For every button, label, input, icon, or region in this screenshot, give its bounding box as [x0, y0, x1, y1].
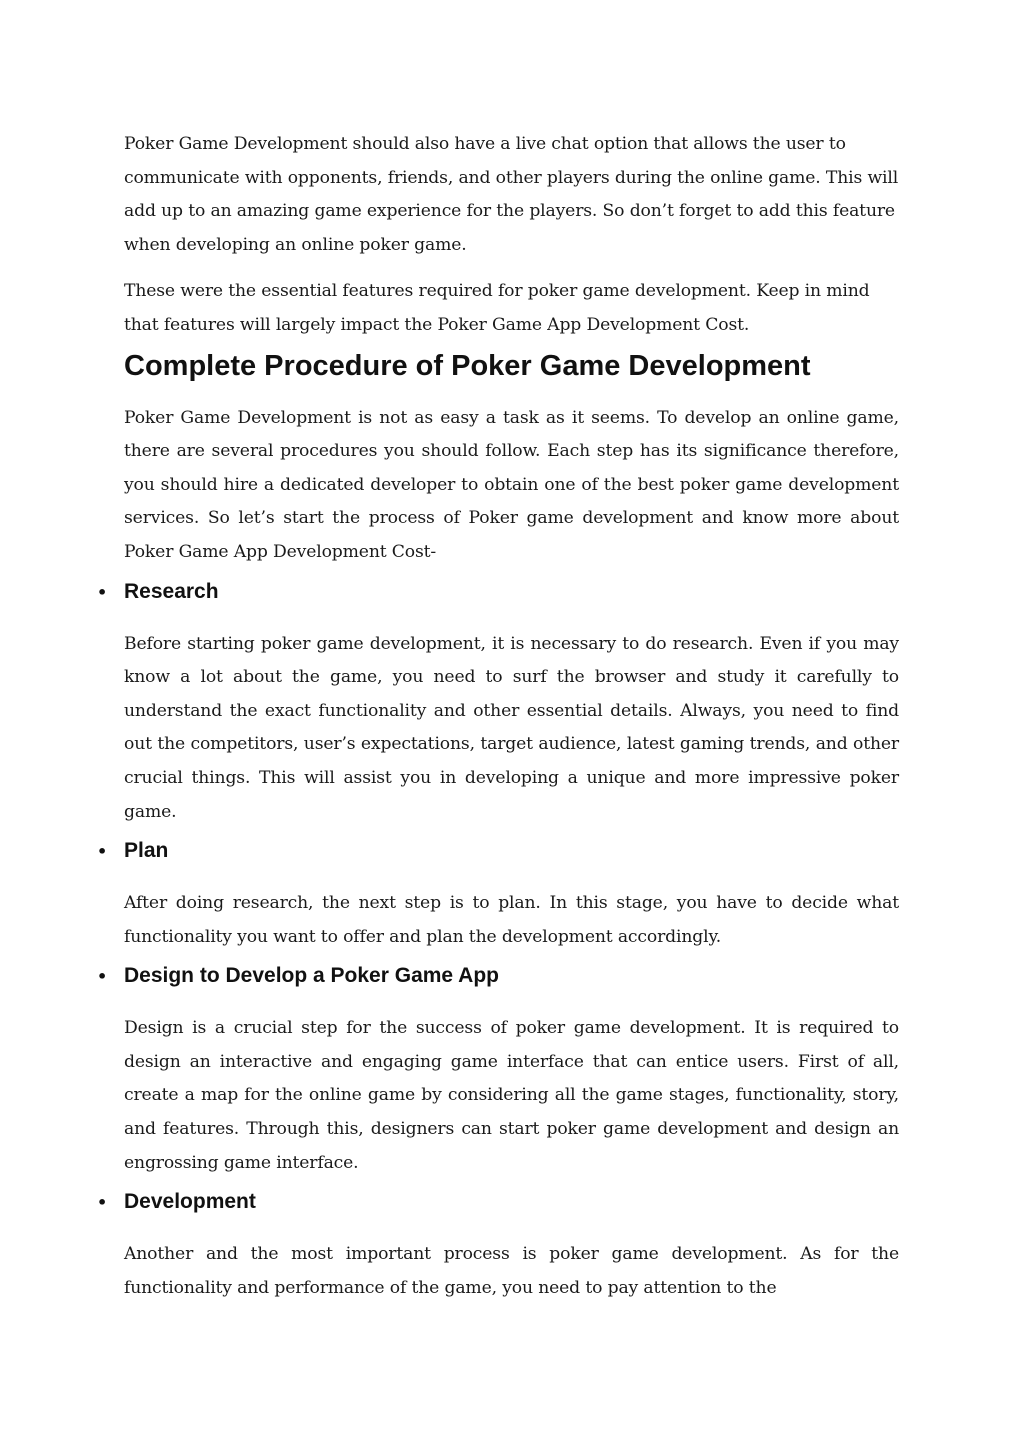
bullet-icon: •: [97, 582, 108, 602]
bullet-heading-label: Design to Develop a Poker Game App: [124, 964, 499, 988]
bullet-heading-design: [97, 962, 899, 990]
bullet-heading-label: Development: [124, 1190, 256, 1214]
bullet-heading-plan: [97, 837, 899, 865]
paragraph-design: Design is a crucial step for the success of poker game development. It is required to design an interactive and engaging game interface that can entice users. First of all, create a map for the online game by considering all the game stages, functionality, story, and features. Through this, designers can start poker game development and design an engrossing game interface.: [124, 1018, 899, 1173]
paragraph-development: Another and the most important process is poker game development. As for the functionality and performance of the game, you need to pay attention to the: [124, 1244, 899, 1298]
bullet-heading-label: Research: [124, 579, 219, 603]
bullet-icon: •: [97, 1193, 108, 1213]
bullet-icon: •: [97, 967, 108, 987]
paragraph-essential-features: These were the essential features required for poker game development. Keep in mind that features will largely impact the Poker Game App Development Cost.: [124, 281, 870, 335]
paragraph-research: Before starting poker game development, it is necessary to do research. Even if you may know a lot about the game, you need to surf the browser and study it carefully to understand the exact functionality and other essential details. Always, you need to find out the competitors, user’s expectations, target audience, latest gaming trends, and other crucial things. This will assist you in developing a unique and more impressive poker game.: [124, 633, 899, 822]
bullet-icon: •: [97, 842, 108, 862]
bullet-heading-development: [97, 1188, 899, 1216]
section-heading: Complete Procedure of Poker Game Development: [124, 349, 811, 382]
paragraph-procedure-intro: Poker Game Development is not as easy a task as it seems. To develop an online game, there are several procedures you should follow. Each step has its significance therefore, you should hire a dedicated developer to obtain one of the best poker game development services. So let’s start the process of Poker game development and know more about Poker Game App Development Cost-: [124, 407, 899, 562]
bullet-heading-research: [97, 578, 899, 606]
paragraph-live-chat: Poker Game Development should also have a live chat option that allows the user to communicate with opponents, friends, and other players during the online game. This will add up to an amazing game experience for the players. So don’t forget to add this feature when developing an online poker game.: [124, 134, 899, 255]
document-page: [97, 128, 899, 1305]
paragraph-plan: After doing research, the next step is to plan. In this stage, you have to decide what functionality you want to offer and plan the development accordingly.: [124, 893, 899, 947]
bullet-heading-label: Plan: [124, 839, 169, 863]
